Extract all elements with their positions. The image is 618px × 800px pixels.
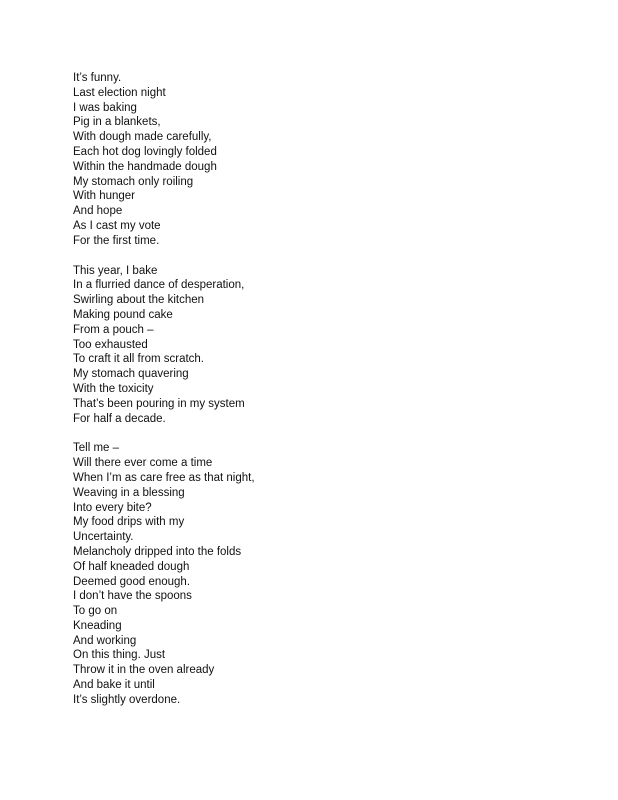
poem-line: In a flurried dance of desperation, bbox=[73, 279, 245, 292]
poem-line: Within the handmade dough bbox=[73, 160, 217, 173]
poem-line: For the first time. bbox=[73, 234, 160, 247]
poem-line: Uncertainty. bbox=[73, 531, 134, 544]
poem-line: For half a decade. bbox=[73, 412, 166, 425]
poem-line: To go on bbox=[73, 605, 118, 618]
poem-line: Will there ever come a time bbox=[73, 457, 213, 470]
poem-line: I was baking bbox=[73, 101, 137, 114]
poem-line: Kneading bbox=[73, 619, 122, 632]
stanza-1 bbox=[73, 71, 573, 249]
poem-line: My food drips with my bbox=[73, 516, 185, 529]
poem-line: Melancholy dripped into the folds bbox=[73, 545, 242, 558]
poem-line: Making pound cake bbox=[73, 308, 173, 321]
poem-line: Last election night bbox=[73, 86, 166, 99]
poem-line: On this thing. Just bbox=[73, 649, 166, 662]
poem-line: My stomach quavering bbox=[73, 368, 189, 381]
poem-line: And bake it until bbox=[73, 679, 155, 692]
poem-line: Swirling about the kitchen bbox=[73, 294, 205, 307]
poem-line: Into every bite? bbox=[73, 501, 152, 514]
poem-line: From a pouch – bbox=[73, 323, 154, 336]
poem-line: This year, I bake bbox=[73, 264, 158, 277]
poem-line: When I’m as care free as that night, bbox=[73, 471, 255, 484]
poem-line: With hunger bbox=[73, 190, 136, 203]
poem-line: I don’t have the spoons bbox=[73, 590, 192, 603]
poem-line: To craft it all from scratch. bbox=[73, 353, 205, 366]
poem-line: It’s funny. bbox=[73, 72, 122, 84]
poem-line: Too exhausted bbox=[73, 338, 148, 351]
poem-line: Throw it in the oven already bbox=[73, 664, 215, 677]
poem-line: Each hot dog lovingly folded bbox=[73, 145, 217, 158]
poem-line: Pig in a blankets, bbox=[73, 116, 161, 129]
poem-line: With the toxicity bbox=[73, 382, 154, 395]
stanza-2 bbox=[73, 264, 573, 427]
poem-line: It’s slightly overdone. bbox=[73, 693, 181, 706]
poem-line: Tell me – bbox=[73, 442, 120, 455]
poem-line: Deemed good enough. bbox=[73, 575, 191, 588]
poem-line: That’s been pouring in my system bbox=[73, 397, 245, 410]
poem-line: My stomach only roiling bbox=[73, 175, 194, 188]
poem-body bbox=[73, 71, 573, 723]
poem-line: And hope bbox=[73, 205, 123, 218]
poem-line: Of half kneaded dough bbox=[73, 560, 190, 573]
poem-line: And working bbox=[73, 634, 137, 647]
stanza-3 bbox=[73, 441, 573, 707]
poem-line: With dough made carefully, bbox=[73, 131, 212, 144]
poem-line: As I cast my vote bbox=[73, 219, 161, 232]
poem-line: Weaving in a blessing bbox=[73, 486, 185, 499]
